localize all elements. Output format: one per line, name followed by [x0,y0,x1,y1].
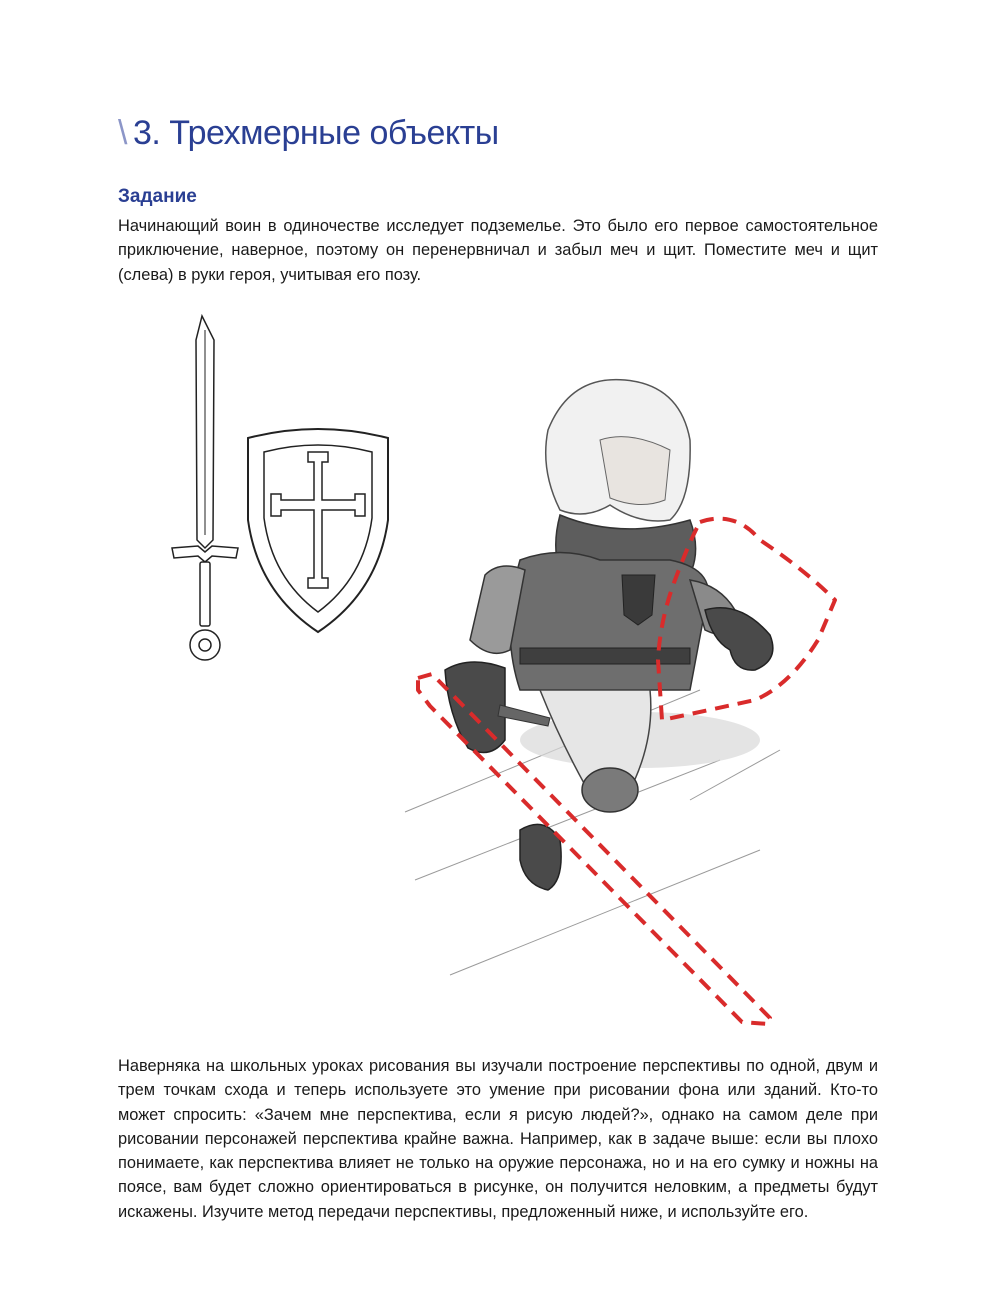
title-slash-icon: \ [118,114,127,152]
sword-icon [172,316,238,660]
task-paragraph: Начинающий воин в одиночестве исследует подземелье. Это было его первое самостоятельное приключение, наверное, поэтому он перенервничал и забыл меч и щит. Поместите меч и щит (слева) в руки героя, учитывая его позу. [118,217,878,284]
right-glove [705,608,773,670]
page-title [118,114,499,153]
page-title-text: 3. Трехмерные объекты [132,114,499,152]
face [600,437,670,505]
belt [520,648,690,664]
scabbard [498,705,550,726]
knee-guard [582,768,638,812]
task-heading: Задание [118,186,197,207]
shield-icon [248,429,388,632]
illustration [0,290,1000,1040]
warrior-figure [445,380,773,890]
body-paragraph: Наверняка на школьных уроках рисования вы изучали построение перспективы по одной, двум и трем точкам схода и теперь используете это умение при рисовании фона или зданий. Кто-то может спросить: «Зачем мне перспектива, если я рисую людей?», однако на самом деле при рисовании персонажей перспектива крайне важна. Например, как в задаче выше: если вы плохо понимаете, как перспектива влияет не только на оружие персонажа, но и на его сумку и ножны на поясе, вам будет сложно ориентироваться в рисунке, он получится неловким, а предметы будут искажены. Изучите метод передачи перспективы, предложенный ниже, и используйте его. [118,1057,878,1221]
